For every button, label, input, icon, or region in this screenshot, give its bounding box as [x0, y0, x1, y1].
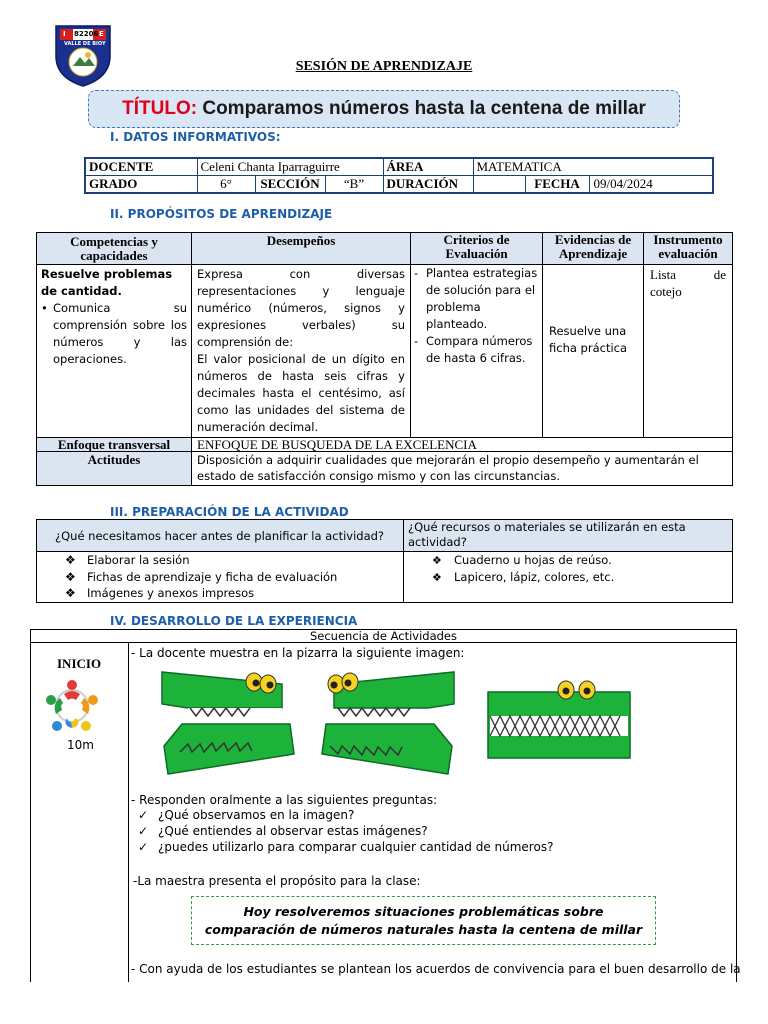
desempeno-cell	[192, 265, 411, 438]
prep-left-cell	[37, 552, 404, 603]
crocodile-open-right-icon	[160, 664, 300, 782]
doc-title: SESIÓN DE APRENDIZAJE	[295, 59, 473, 74]
propositos-table	[36, 232, 733, 486]
competencia-cell	[37, 265, 192, 438]
crocodile-open-left-icon	[316, 664, 456, 782]
col-instrumento: Instrumento evaluación	[644, 233, 733, 265]
teamwork-icon	[42, 678, 102, 734]
enfoque-label: Enfoque transversal	[37, 438, 192, 452]
question-1: ✓ ¿Qué observamos en la imagen?	[138, 807, 553, 823]
prep-left-item-1: ❖ Elaborar la sesión	[65, 552, 403, 569]
seccion-value: “B”	[325, 176, 383, 194]
prep-question-1: ¿Qué necesitamos hacer antes de planificar la actividad?	[37, 520, 404, 552]
duracion-label: DURACIÓN	[383, 176, 473, 194]
actitudes-label: Actitudes	[37, 452, 192, 486]
prep-left-item-2: ❖ Fichas de aprendizaje y ficha de evaluación	[65, 569, 403, 586]
dash-icon: -	[414, 334, 419, 348]
desempeno-text-2: El valor posicional de un dígito en números de hasta seis cifras y decimales hasta el centésimo, así como las unidades del sistema de numeración decimal.	[197, 352, 405, 434]
section-1-heading: I. DATOS INFORMATIVOS:	[110, 130, 281, 144]
inicio-label: INICIO	[57, 656, 102, 671]
questions-list	[138, 807, 553, 855]
purpose-box	[191, 896, 656, 945]
fecha-label: FECHA	[525, 176, 589, 194]
instrumento-cell	[644, 265, 733, 438]
datos-table	[84, 157, 714, 194]
inicio-line-4: - Con ayuda de los estudiantes se plantean los acuerdos de convivencia para el buen desarrollo de la	[131, 962, 741, 976]
column-divider	[128, 643, 129, 982]
question-2: ✓ ¿Qué entiendes al observar estas imágenes?	[138, 823, 553, 839]
instrumento-text: Lista de cotejo	[650, 267, 726, 299]
col-competencias: Competencias y capacidades	[37, 233, 192, 265]
evidencia-cell	[543, 265, 644, 438]
enfoque-value: ENFOQUE DE BUSQUEDA DE LA EXCELENCIA	[192, 438, 733, 452]
dash-icon: -	[414, 266, 419, 280]
prep-question-2: ¿Qué recursos o materiales se utilizarán en esta actividad?	[404, 520, 733, 552]
prep-right-cell	[404, 552, 733, 603]
section-2-heading: II. PROPÓSITOS DE APRENDIZAJE	[110, 207, 333, 221]
logo-right-letter: E	[99, 30, 104, 38]
capacidad-text: Comunica su comprensión sobre los números y las operaciones.	[53, 301, 187, 366]
grado-label: GRADO	[85, 176, 197, 194]
desempeno-text-1: Expresa con diversas representaciones y lenguaje numérico (números, signos y expresiones verbales) su comprensión de:	[197, 267, 405, 349]
col-evidencias: Evidencias de Aprendizaje	[543, 233, 644, 265]
logo-arc-text: VALLE DE BIOY	[64, 41, 106, 47]
bullet-icon: •	[41, 301, 48, 315]
question-3: ✓ ¿puedes utilizarlo para comparar cualquier cantidad de números?	[138, 839, 553, 855]
title-box	[88, 90, 680, 128]
col-desempenos: Desempeños	[192, 233, 411, 265]
inicio-line-3: -La maestra presenta el propósito para la clase:	[133, 874, 421, 888]
area-label: ÁREA	[383, 158, 473, 176]
col-criterios: Criterios de Evaluación	[411, 233, 543, 265]
title-text: Comparamos números hasta la centena de millar	[202, 98, 646, 119]
secuencia-header: Secuencia de Actividades	[30, 629, 737, 643]
fecha-value: 09/04/2024	[589, 176, 713, 194]
section-3-heading: III. PREPARACIÓN DE LA ACTIVIDAD	[110, 505, 349, 519]
criterio-text-1: Plantea estrategias de solución para el problema planteado.	[426, 266, 538, 331]
inicio-line-2: - Responden oralmente a las siguientes preguntas:	[131, 793, 438, 807]
competencia-text: Resuelve problemas de cantidad.	[41, 267, 173, 298]
criterio-text-2: Compara números de hasta 6 cifras.	[426, 334, 533, 365]
inicio-line-1: - La docente muestra en la pizarra la siguiente imagen:	[131, 646, 465, 660]
inicio-time: 10m	[67, 738, 94, 752]
seccion-label: SECCIÓN	[255, 176, 325, 194]
logo-number: 82206	[74, 30, 99, 38]
duracion-value	[473, 176, 525, 194]
grado-value: 6°	[197, 176, 255, 194]
docente-value: Celeni Chanta Iparraguirre	[197, 158, 383, 176]
capacidad-item	[41, 300, 187, 368]
purpose-text: Hoy resolveremos situaciones problemáticas sobre comparación de números naturales hasta la centena de millar	[204, 904, 643, 937]
preparacion-table	[36, 519, 733, 603]
actitudes-value: Disposición a adquirir cualidades que mejorarán el propio desempeño y aumentarán el estado de satisfacción consigo mismo y con las circunstancias.	[192, 452, 733, 486]
logo-left-letter: I	[63, 30, 66, 38]
section-4-heading: IV. DESARROLLO DE LA EXPERIENCIA	[110, 614, 358, 628]
criterio-item-2	[414, 333, 539, 367]
area-value: MATEMATICA	[473, 158, 713, 176]
crocodile-closed-icon	[486, 680, 632, 760]
prep-left-item-3: ❖ Imágenes y anexos impresos	[65, 585, 403, 602]
title-label: TÍTULO:	[122, 98, 198, 119]
docente-label: DOCENTE	[85, 158, 197, 176]
criterios-cell	[411, 265, 543, 438]
prep-right-item-1: ❖ Cuaderno u hojas de reúso.	[432, 552, 732, 569]
criterio-item-1	[414, 265, 539, 333]
evidencia-text: Resuelve una ficha práctica	[549, 324, 628, 355]
prep-right-item-2: ❖ Lapicero, lápiz, colores, etc.	[432, 569, 732, 586]
